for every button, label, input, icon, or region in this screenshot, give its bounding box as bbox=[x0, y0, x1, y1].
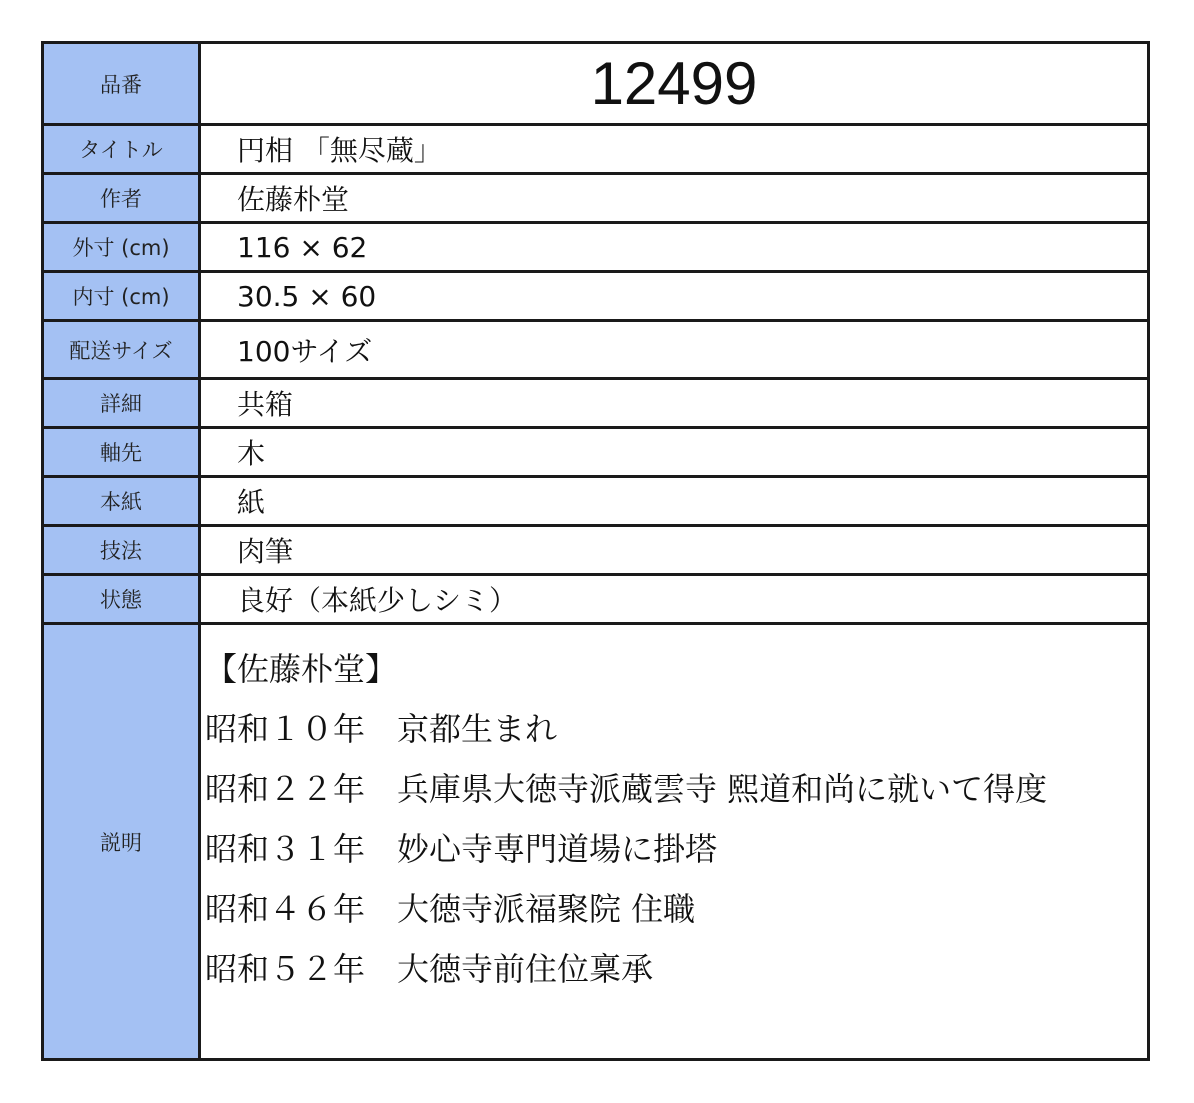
condition-value: 良好（本紙少しシミ） bbox=[200, 575, 1149, 624]
material-value: 紙 bbox=[200, 477, 1149, 526]
description-line: 【佐藤朴堂】 bbox=[205, 650, 398, 688]
roller-end-label: 軸先 bbox=[43, 428, 200, 477]
description-label: 説明 bbox=[43, 624, 200, 1060]
title-label: タイトル bbox=[43, 125, 200, 174]
spec-row-artist bbox=[43, 174, 1149, 223]
description-line: 昭和４６年 大徳寺派福聚院 住職 bbox=[205, 890, 696, 928]
material-label: 本紙 bbox=[43, 477, 200, 526]
inner-size-value: 30.5 × 60 bbox=[200, 272, 1149, 321]
spec-row-condition bbox=[43, 575, 1149, 624]
item-number-value: 12499 bbox=[200, 43, 1149, 125]
spec-row-details bbox=[43, 379, 1149, 428]
technique-value: 肉筆 bbox=[200, 526, 1149, 575]
outer-size-value: 116 × 62 bbox=[200, 223, 1149, 272]
description-line: 昭和５２年 大徳寺前住位稟承 bbox=[205, 950, 654, 988]
shipping-size-label: 配送サイズ bbox=[43, 321, 200, 379]
spec-row-description bbox=[43, 624, 1149, 1060]
artist-label: 作者 bbox=[43, 174, 200, 223]
spec-row-outer-size bbox=[43, 223, 1149, 272]
spec-row-title bbox=[43, 125, 1149, 174]
inner-size-label: 内寸 (cm) bbox=[43, 272, 200, 321]
item-number-label: 品番 bbox=[43, 43, 200, 125]
outer-size-label: 外寸 (cm) bbox=[43, 223, 200, 272]
product-spec-table bbox=[41, 41, 1150, 1061]
details-value: 共箱 bbox=[200, 379, 1149, 428]
condition-label: 状態 bbox=[43, 575, 200, 624]
details-label: 詳細 bbox=[43, 379, 200, 428]
shipping-size-value: 100サイズ bbox=[200, 321, 1149, 379]
description-line: 昭和２２年 兵庫県大徳寺派蔵雲寺 熙道和尚に就いて得度 bbox=[205, 770, 1048, 808]
description-line: 昭和３１年 妙心寺専門道場に掛塔 bbox=[205, 830, 718, 868]
artist-value: 佐藤朴堂 bbox=[200, 174, 1149, 223]
roller-end-value: 木 bbox=[200, 428, 1149, 477]
title-value: 円相 「無尽蔵」 bbox=[200, 125, 1149, 174]
spec-row-technique bbox=[43, 526, 1149, 575]
spec-row-inner-size bbox=[43, 272, 1149, 321]
description-line: 昭和１０年 京都生まれ bbox=[205, 710, 558, 748]
description-content bbox=[200, 624, 1149, 1060]
spec-row-material bbox=[43, 477, 1149, 526]
spec-row-item-number bbox=[43, 43, 1149, 125]
spec-row-shipping-size bbox=[43, 321, 1149, 379]
spec-row-roller-end bbox=[43, 428, 1149, 477]
technique-label: 技法 bbox=[43, 526, 200, 575]
